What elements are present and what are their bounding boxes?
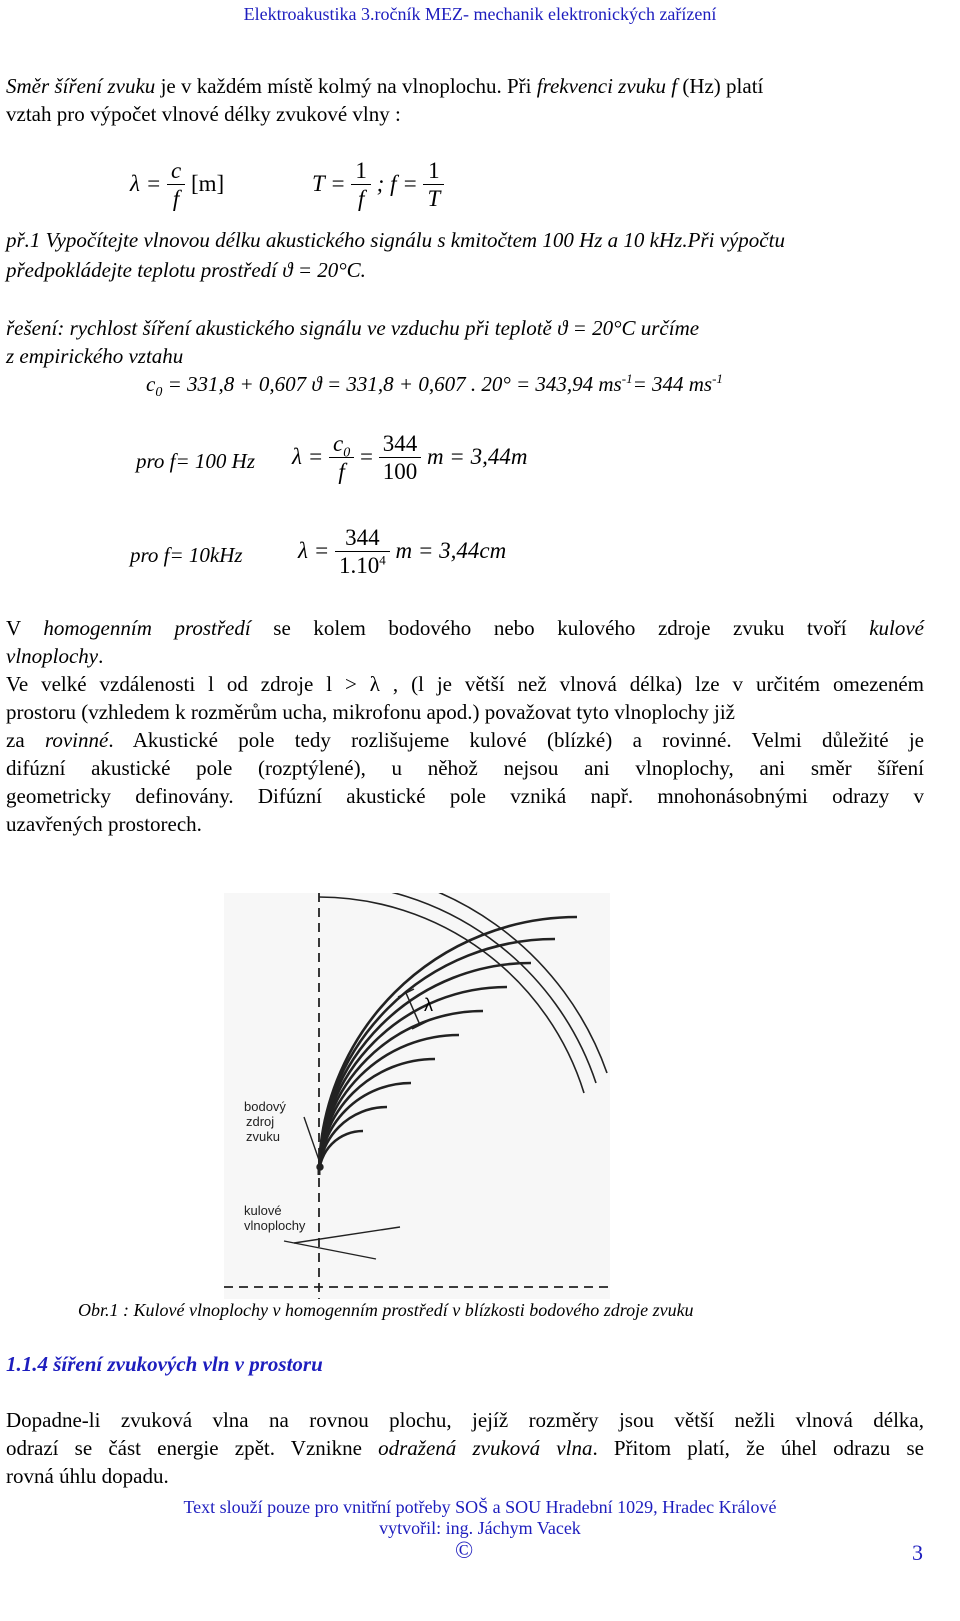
formula-period <box>312 158 444 213</box>
calc10k-frac <box>335 525 390 580</box>
para-line-7: geometricky definovány. Difúzní akustické pole vzniká např. mnohonásobnými odrazy v <box>6 784 924 808</box>
para-line-4: prostoru (vzhledem k rozměrům ucha, mikrofonu apod.) považovat tyto vlnoplochy již <box>6 700 735 724</box>
figure-background <box>224 893 610 1299</box>
solution-line-1: řešení: rychlost šíření akustického signálu ve vzduchu při teplotě ϑ = 20°C určíme <box>6 316 700 340</box>
spherical-wavefronts-figure <box>224 893 610 1299</box>
solution-c0-equation <box>146 370 723 401</box>
calc100-c0-symbol: c <box>332 431 344 456</box>
page-number: 3 <box>912 1540 923 1565</box>
formula-num-1b: 1 <box>423 158 444 185</box>
label-wavefront-1: kulové <box>244 1203 282 1218</box>
calc10k-formula <box>298 525 506 580</box>
para-l1-a: V <box>6 616 44 640</box>
para-l2-dot: . <box>98 644 104 668</box>
c0-calc: = 331,8 + 0,607 ϑ = 331,8 + 0,607 . 20° = 343,94 ms <box>162 372 622 396</box>
example-line-1: př.1 Vypočítejte vlnovou délku akustického signálu s kmitočtem 100 Hz a 10 kHz.Při výpočtu <box>6 228 785 252</box>
para-l1-term2: kulové <box>869 616 924 640</box>
formula-T-eq: T = <box>312 170 346 196</box>
intro-term-frequency: frekvenci zvuku f <box>536 74 678 98</box>
calc10k-lambda: λ = <box>298 537 330 563</box>
c0-result: = 344 ms <box>632 372 713 396</box>
para-line-8: uzavřených prostorech. <box>6 812 202 836</box>
calc10k-den-base: 1.10 <box>338 553 380 578</box>
section-line-1: Dopadne-li zvuková vlna na rovnou plochu, jejíž rozměry jsou větší nežli vlnová délka, <box>6 1408 924 1432</box>
c0-sup-2: -1 <box>712 371 723 386</box>
footer-line-2: vytvořil: ing. Jáchym Vacek <box>379 1518 581 1538</box>
para-line-2 <box>6 642 924 670</box>
para-l5-a: za <box>6 728 45 752</box>
page-header: Elektroakustika 3.ročník MEZ- mechanik elektronických zařízení <box>243 4 717 24</box>
example-line-2: předpokládejte teplotu prostředí ϑ = 20°C. <box>6 258 366 282</box>
calc100-formula <box>292 431 527 486</box>
para-l2-term: vlnoplochy <box>6 644 99 668</box>
calc100-eq: = <box>359 443 373 469</box>
paragraph-homogeneous <box>6 614 924 838</box>
section-line-2 <box>6 1434 924 1462</box>
c0-sup-1: -1 <box>621 371 633 386</box>
calc100-frac-c0-f <box>329 431 354 486</box>
formula-fraction-1-T <box>423 158 444 213</box>
formula-den-T: T <box>427 186 441 211</box>
calc100-f: f <box>338 459 345 484</box>
formula-wavelength <box>130 158 224 213</box>
copyright-icon: © <box>455 1538 474 1564</box>
intro-text-end: (Hz) platí <box>677 74 764 98</box>
formula-den-f2: f <box>357 186 365 211</box>
intro-line-1 <box>6 72 763 100</box>
para-line-6: difúzní akustické pole (rozptýlené), u něhož nejsou ani vlnoplochy, ani směr šíření <box>6 756 924 780</box>
label-wavefront-2: vlnoplochy <box>244 1218 306 1233</box>
formula-f-eq: ; f = <box>376 170 418 196</box>
section-paragraph <box>6 1406 924 1490</box>
formula-num-c: c <box>167 158 185 185</box>
calc100-frac-num <box>379 431 422 486</box>
wavefront-diagram <box>224 893 610 1299</box>
formula-fraction-c-f <box>167 158 185 213</box>
calc10k-label: pro f= 10kHz <box>130 543 243 567</box>
para-l5-c: . Akustické pole tedy rozlišujeme kulové (blízké) a rovinné. Velmi důležité je <box>108 728 924 752</box>
intro-text: je v každém místě kolmý na vlnoplochu. Při <box>155 74 537 98</box>
c0-sub: 0 <box>155 385 163 401</box>
calc10k-den-sup: 4 <box>379 552 386 568</box>
figure-caption: Obr.1 : Kulové vlnoplochy v homogenním prostředí v blízkosti bodového zdroje zvuku <box>78 1300 694 1320</box>
label-source-2: zdroj <box>246 1114 275 1129</box>
calc100-num: 344 <box>379 431 422 458</box>
lambda-label: λ <box>424 995 433 1015</box>
section-l2-a: odrazí se část energie zpět. Vznikne <box>6 1436 379 1460</box>
calc100-label: pro f= 100 Hz <box>136 449 255 473</box>
section-heading: 1.1.4 šíření zvukových vln v prostoru <box>6 1352 323 1376</box>
calc100-den: 100 <box>382 459 418 484</box>
solution-line-2: z empirického vztahu <box>6 344 184 368</box>
formula-unit: [m] <box>190 170 225 196</box>
section-line-3: rovná úhlu dopadu. <box>6 1464 169 1488</box>
formula-den-f: f <box>172 186 180 211</box>
calc100-c0-sub: 0 <box>343 445 351 461</box>
c0-symbol: c <box>146 372 156 396</box>
para-l1-term: homogenním prostředí <box>43 616 251 640</box>
para-l1-c: se kolem bodového nebo kulového zdroje zvuku tvoří <box>250 616 870 640</box>
section-l2-c: . Přitom platí, že úhel odrazu se <box>592 1436 924 1460</box>
section-l2-term: odražená zvuková vlna <box>378 1436 593 1460</box>
label-source-1: bodový <box>244 1099 286 1114</box>
intro-line-2: vztah pro výpočet vlnové délky zvukové vlny : <box>6 102 401 126</box>
para-l5-term: rovinné <box>44 728 109 752</box>
source-point-icon <box>317 1164 323 1170</box>
formula-lambda: λ = <box>130 170 162 196</box>
footer-line-1: Text slouží pouze pro vnitřní potřeby SOŠ a SOU Hradební 1029, Hradec Králové <box>183 1497 777 1517</box>
label-source-3: zvuku <box>246 1129 280 1144</box>
para-line-1 <box>6 614 924 642</box>
formula-num-1: 1 <box>351 158 371 185</box>
calc100-result: m = 3,44m <box>426 443 528 469</box>
calc10k-num: 344 <box>335 525 390 552</box>
formula-fraction-1-f <box>351 158 371 213</box>
calc100-lambda: λ = <box>292 443 324 469</box>
calc10k-result: m = 3,44cm <box>395 537 507 563</box>
calc100-c0 <box>329 431 354 461</box>
intro-term-direction: Směr šíření zvuku <box>6 74 156 98</box>
calc10k-den <box>335 552 390 580</box>
para-line-3: Ve velké vzdálenosti l od zdroje l > λ , (l je větší než vlnová délka) lze v určitém omezeném <box>6 672 924 696</box>
para-line-5 <box>6 726 924 754</box>
